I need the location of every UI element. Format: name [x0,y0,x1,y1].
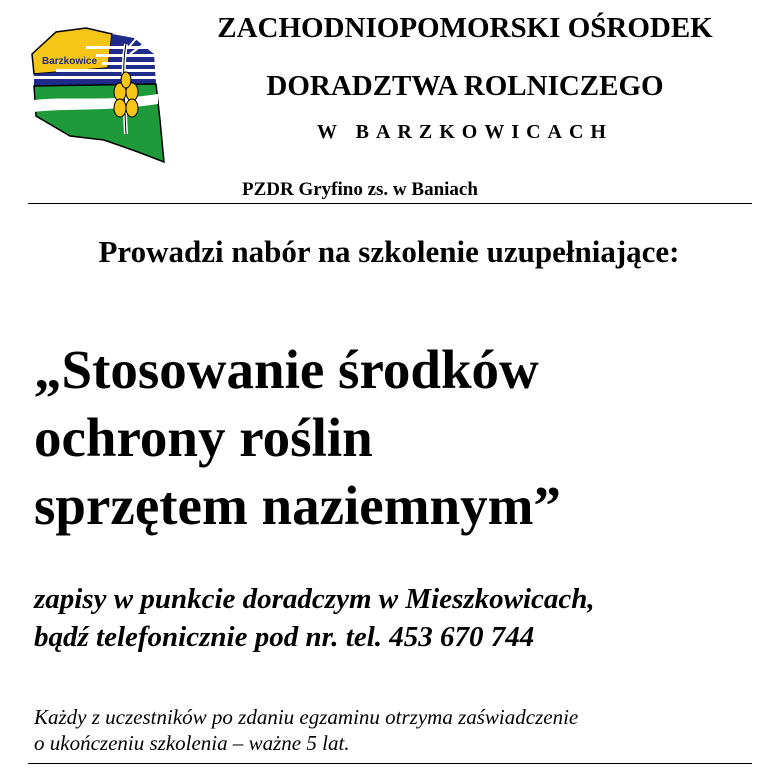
org-name-line-3: W BARZKOWICACH [317,121,613,143]
course-title-line: „Stosowanie środków [34,339,539,400]
note-line: o ukończeniu szkolenia – ważne 5 lat. [34,731,350,755]
poland-map-wheat-logo [26,24,172,170]
org-name-line-2: DORADZTWA ROLNICZEGO [266,70,664,102]
branch-office: PZDR Gryfino zs. w Baniach [242,179,478,200]
header-divider [28,203,752,204]
footer-divider [28,763,752,764]
recruitment-headline: Prowadzi nabór na szkolenie uzupełniające: [98,234,680,269]
enrollment-line: zapisy w punkcie doradczym w Mieszkowicach, [34,583,595,615]
logo-label-text: Barzkowice [42,56,98,67]
org-logo [26,24,172,170]
enrollment-info [34,580,764,656]
logo-region-shape [32,28,112,74]
logo-green-field [34,84,164,162]
note-line: Każdy z uczestników po zdaniu egzaminu otrzyma zaświadczenie [34,705,579,729]
course-title [34,336,754,540]
course-title-line: ochrony roślin [34,407,373,468]
enrollment-phone-line: bądź telefonicznie pod nr. tel. 453 670 744 [34,621,535,653]
org-name-line-1: ZACHODNIOPOMORSKI OŚRODEK [217,12,713,44]
certificate-note [34,704,764,756]
course-title-line: sprzętem naziemnym” [34,475,561,536]
